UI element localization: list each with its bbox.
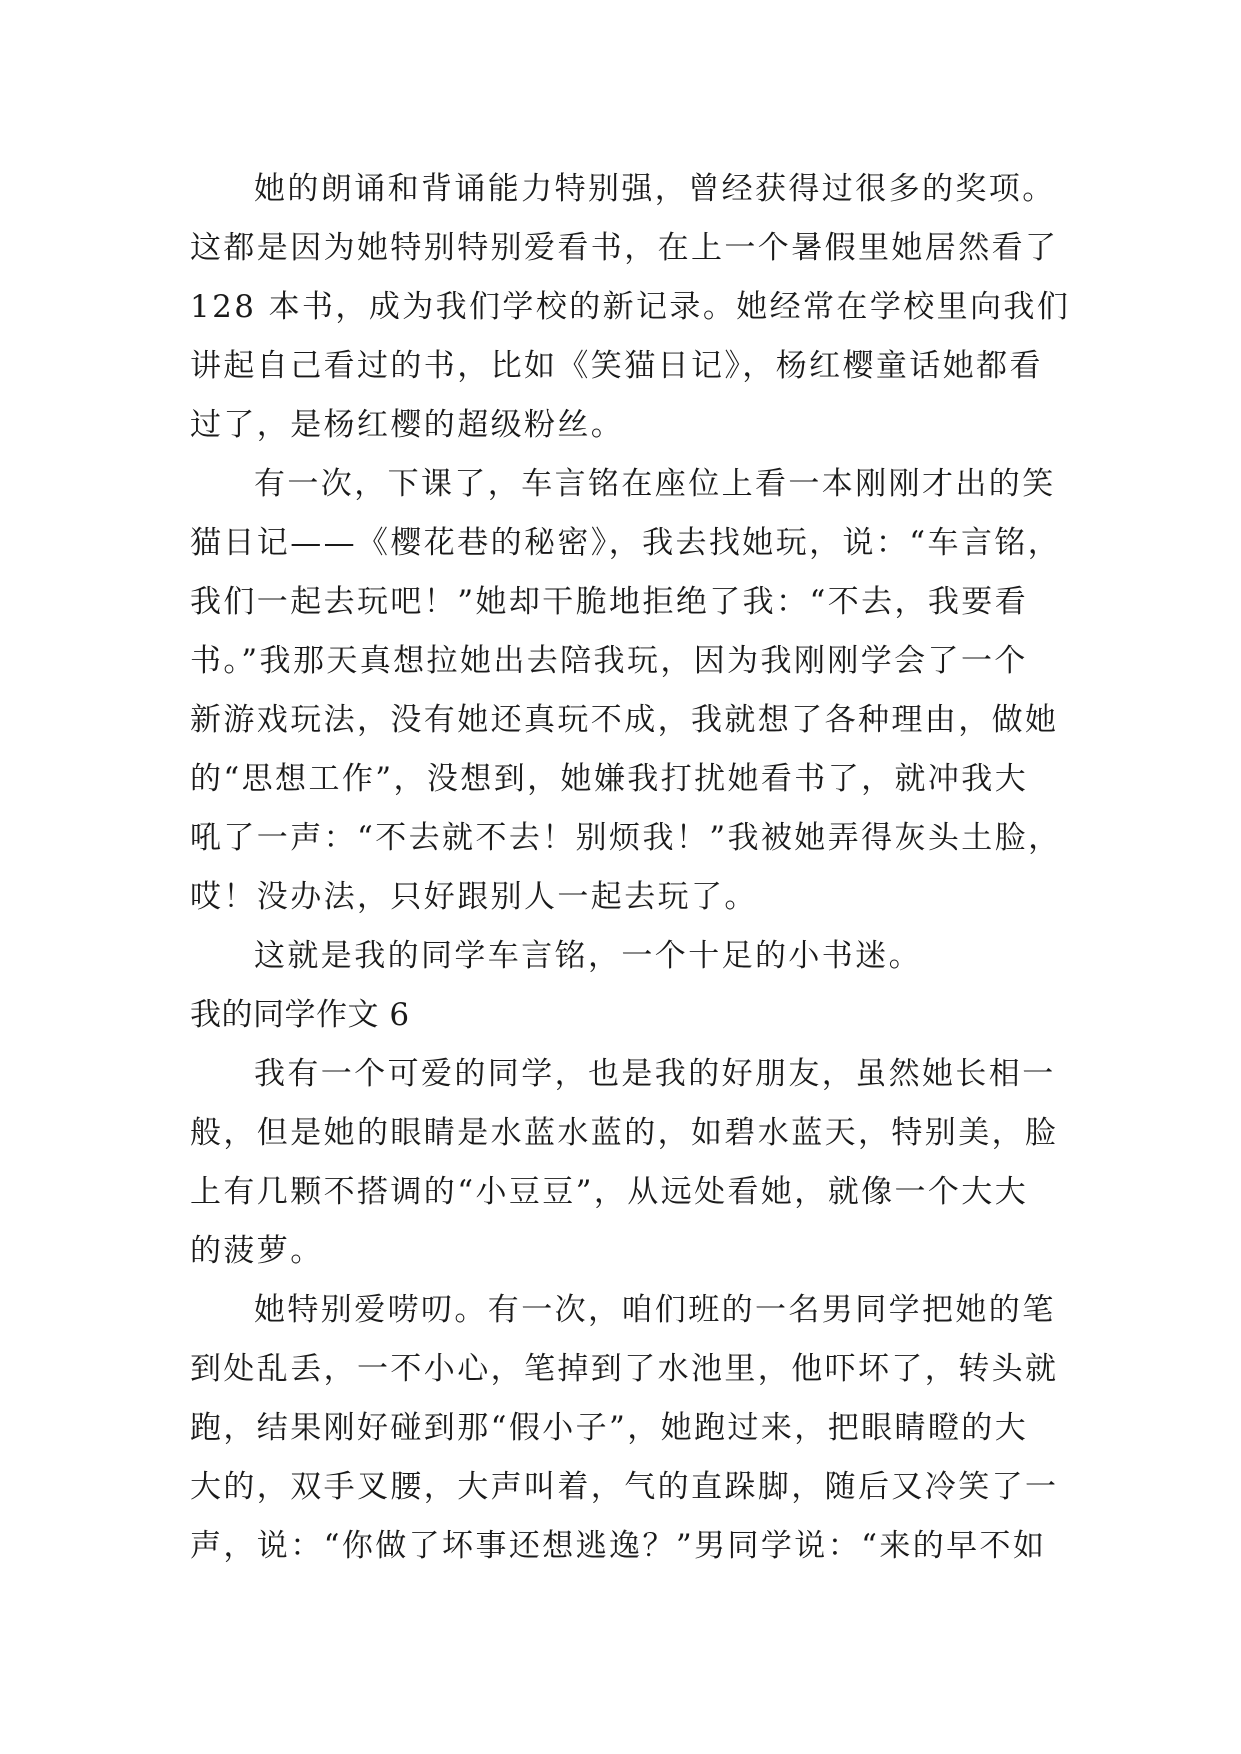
text-line: 的菠萝。 [190,1233,324,1269]
text-line: 讲起自己看过的书，比如《笑猫日记》，杨红樱童话她都看 [190,348,1043,384]
text-line: 这都是因为她特别特别爱看书，在上一个暑假里她居然看了 [190,230,1059,266]
text-line: 我们一起去玩吧！”她却干脆地拒绝了我：“不去，我要看 [190,584,1029,620]
text-line: 到处乱丢，一不小心，笔掉到了水池里，他吓坏了，转头就 [190,1351,1059,1387]
text-line: 新游戏玩法，没有她还真玩不成，我就想了各种理由，做她 [190,702,1059,738]
text-line: 猫日记——《樱花巷的秘密》，我去找她玩，说：“车言铭， [190,525,1062,561]
text-line: 有一次，下课了，车言铭在座位上看一本刚刚才出的笑 [254,466,1056,502]
text-line: 跑，结果刚好碰到那“假小子”，她跑过来，把眼睛瞪的大 [190,1410,1029,1446]
section-heading: 我的同学作文 6 [190,997,410,1033]
text-line: 大的，双手叉腰，大声叫着，气的直跺脚，随后又冷笑了一 [190,1469,1059,1505]
text-line: 我有一个可爱的同学，也是我的好朋友，虽然她长相一 [254,1056,1056,1092]
text-line: 的“思想工作”，没想到，她嫌我打扰她看书了，就冲我大 [190,761,1029,797]
text-line: 哎！没办法，只好跟别人一起去玩了。 [190,879,758,915]
text-line: 书。”我那天真想拉她出去陪我玩，因为我刚刚学会了一个 [190,643,1028,679]
text-line: 这就是我的同学车言铭，一个十足的小书迷。 [254,938,922,974]
text-line: 上有几颗不搭调的“小豆豆”，从远处看她，就像一个大大 [190,1174,1029,1210]
text-line: 过了，是杨红樱的超级粉丝。 [190,407,625,443]
text-line: 她特别爱唠叨。有一次，咱们班的一名男同学把她的笔 [254,1292,1056,1328]
text-line: 般，但是她的眼睛是水蓝水蓝的，如碧水蓝天，特别美，脸 [190,1115,1059,1151]
text-line: 声，说：“你做了坏事还想逃逸？”男同学说：“来的早不如 [190,1528,1047,1564]
document-body [190,160,1070,1576]
text-line: 128 本书，成为我们学校的新记录。她经常在学校里向我们 [190,289,1071,325]
text-line: 吼了一声：“不去就不去！别烦我！”我被她弄得灰头土脸， [190,820,1062,856]
text-line: 她的朗诵和背诵能力特别强，曾经获得过很多的奖项。 [254,171,1056,207]
